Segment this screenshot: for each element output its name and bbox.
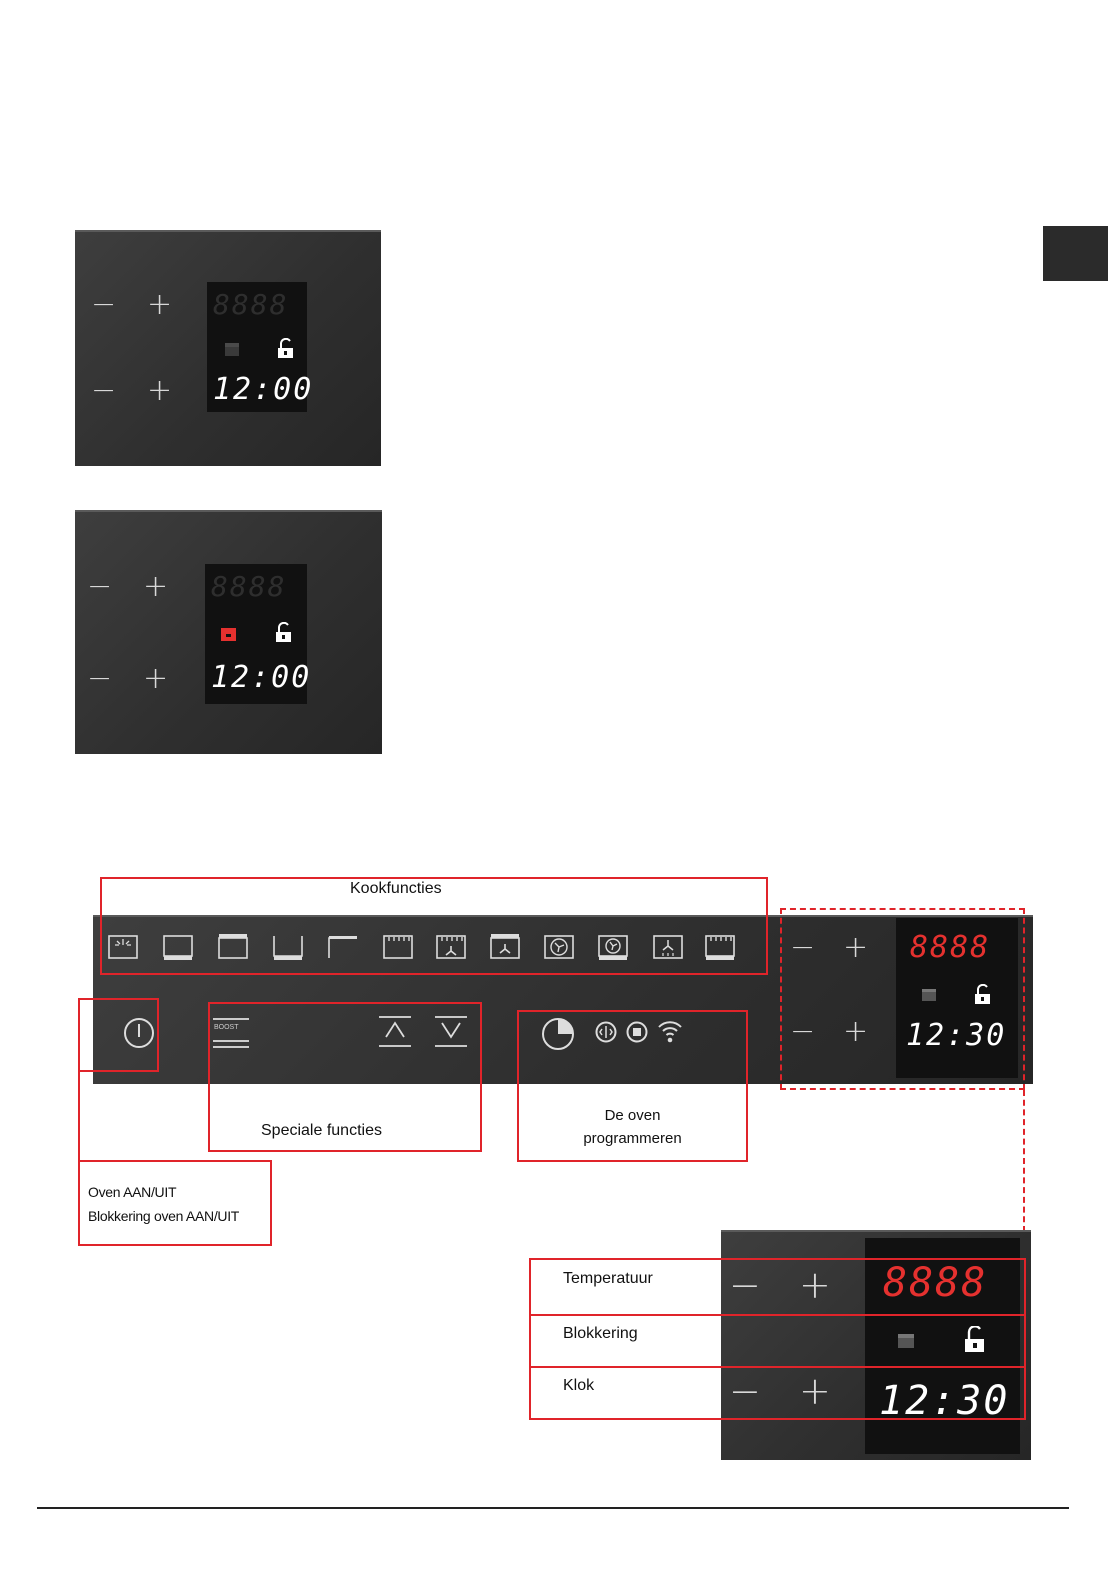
temp-minus-button[interactable]: − [790,930,816,965]
lock-onoff-label: Blokkering oven AAN/UIT [88,1208,240,1224]
clock-minus-button[interactable]: − [91,373,117,408]
clock-plus-button[interactable]: + [799,1369,831,1413]
programming-labels [517,1104,748,1150]
control-panel-locked-off [75,230,381,466]
power-button-box [78,998,159,1072]
clock-minus-button[interactable]: − [729,1369,761,1413]
clock-minus-button[interactable]: − [790,1014,816,1049]
clock-plus-button[interactable]: + [143,661,169,696]
section-tab [1043,226,1108,281]
oven-onoff-labels [88,1180,239,1228]
temp-plus-button[interactable]: + [147,287,173,322]
unlock-icon [275,338,297,360]
temperature-display: 8888 [211,570,287,603]
temp-minus-button[interactable]: − [87,569,113,604]
clock-label: Klok [563,1377,595,1394]
temperature-label: Temperatuur [563,1270,653,1287]
temp-minus-button[interactable]: − [91,287,117,322]
temperature-display: 8888 [883,1260,988,1306]
lcd-display [205,564,312,704]
power-connector-line [78,1070,80,1162]
temp-plus-button[interactable]: + [143,569,169,604]
temperature-display: 8888 [213,288,289,321]
special-functions-label: Speciale functies [261,1122,382,1139]
lock-indicator-icon [223,340,241,358]
cooking-functions-label: Kookfuncties [350,880,442,897]
footer-divider [37,1507,1069,1509]
lock-indicator-icon [219,624,239,644]
programming-label-line1: De oven [604,1107,661,1124]
temp-plus-button[interactable]: + [843,930,869,965]
temperature-display: 8888 [910,930,991,965]
clock-minus-button[interactable]: − [87,661,113,696]
lock-label: Blokkering [563,1325,638,1342]
clock-display: 12:00 [211,660,312,695]
oven-onoff-label: Oven AAN/UIT [88,1184,177,1200]
control-panel-locked-on [75,510,382,754]
display-zoom-box [780,908,1025,1090]
lcd-display [207,282,314,412]
boost-label: BOOST [214,1024,239,1031]
programming-label-line2: programmeren [583,1130,682,1147]
temp-plus-button[interactable]: + [799,1263,831,1307]
clock-plus-button[interactable]: + [843,1014,869,1049]
clock-plus-button[interactable]: + [147,373,173,408]
clock-display: 12:00 [213,372,314,407]
clock-display: 12:30 [879,1378,1010,1424]
temp-minus-button[interactable]: − [729,1263,761,1307]
zoom-connector-line [1023,1090,1025,1232]
clock-display: 12:30 [906,1018,1007,1053]
clock-row-box [529,1366,1026,1420]
unlock-icon [273,622,295,644]
